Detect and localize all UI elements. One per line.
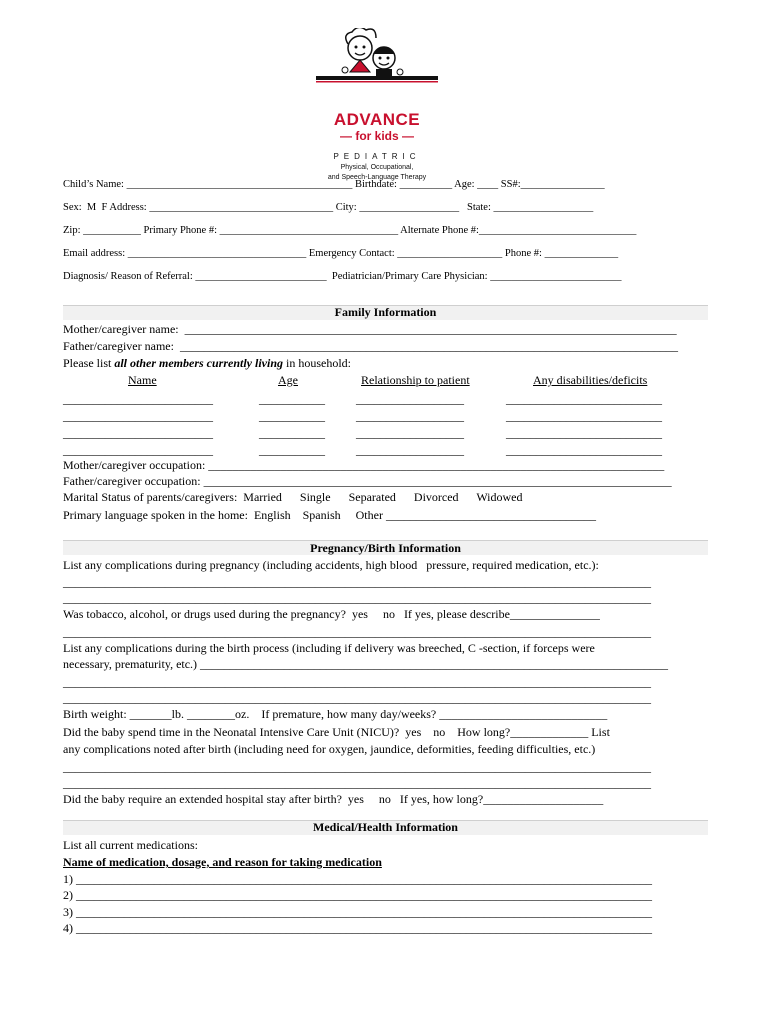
logo-subtitle-2: and Speech-Language Therapy (327, 174, 427, 181)
father-name-field[interactable]: Father/caregiver name: ___________________________________________________________________________________ (63, 339, 678, 353)
member-disability-1[interactable]: __________________________ (506, 392, 662, 406)
logo-tagline: — for kids — (339, 129, 414, 143)
column-relationship: Relationship to patient (361, 373, 470, 387)
member-disability-4[interactable]: __________________________ (506, 443, 662, 457)
medications-header-text: Name of medication, dosage, and reason for taking medication (63, 855, 382, 869)
hospital-stay-question[interactable]: Did the baby require an extended hospital stay after birth? yes no If yes, how long?____________________ (63, 792, 604, 806)
pregnancy-blank-2[interactable]: __________________________________________________________________________________________________ (63, 591, 651, 605)
pregnancy-blank-1[interactable]: __________________________________________________________________________________________________ (63, 575, 651, 589)
household-emphasis: all other members currently living (114, 356, 283, 370)
medications-header (63, 855, 382, 869)
medication-line-4[interactable]: 4) ________________________________________________________________________________________________ (63, 921, 652, 935)
after-birth-prompt: any complications noted after birth (including need for oxygen, jaundice, deformities, feeding difficulties, etc.) (63, 742, 596, 756)
pregnancy-section-title: Pregnancy/Birth Information (310, 541, 461, 555)
primary-language-options[interactable]: Primary language spoken in the home: English Spanish Other ___________________________________ (63, 508, 596, 522)
member-name-3[interactable]: _________________________ (63, 426, 213, 440)
member-relationship-2[interactable]: __________________ (356, 409, 464, 423)
medical-section-title: Medical/Health Information (313, 820, 458, 834)
household-instruction (63, 356, 351, 370)
household-pre: Please list (63, 356, 115, 370)
birth-blank-1[interactable]: __________________________________________________________________________________________________ (63, 675, 651, 689)
pregnancy-blank-3[interactable]: __________________________________________________________________________________________________ (63, 625, 651, 639)
mother-occupation-field[interactable]: Mother/caregiver occupation: ____________________________________________________________________________ (63, 458, 665, 472)
medications-prompt: List all current medications: (63, 838, 198, 852)
member-name-4[interactable]: _________________________ (63, 443, 213, 457)
member-disability-2[interactable]: __________________________ (506, 409, 662, 423)
marital-status-options[interactable]: Marital Status of parents/caregivers: Married Single Separated Divorced Widowed (63, 490, 523, 504)
member-age-1[interactable]: ___________ (259, 392, 325, 406)
pregnancy-complications-prompt: List any complications during pregnancy (including accidents, high blood pressure, required medication, etc.): (63, 558, 599, 572)
member-relationship-4[interactable]: __________________ (356, 443, 464, 457)
after-birth-blank-2[interactable]: __________________________________________________________________________________________________ (63, 776, 651, 790)
kids-drawing-icon (312, 28, 442, 108)
tobacco-question[interactable]: Was tobacco, alcohol, or drugs used during the pregnancy? yes no If yes, please describe_______________ (63, 607, 600, 621)
diagnosis-row[interactable]: Diagnosis/ Reason of Referral: _________________________ Pediatrician/Primary Care Physician: _________________________ (63, 271, 622, 282)
zip-phone-row[interactable]: Zip: ___________ Primary Phone #: __________________________________ Alternate Phone #:______________________________ (63, 225, 637, 236)
advance-for-kids-logo (312, 28, 442, 181)
birth-complications-prompt: List any complications during the birth process (including if delivery was breeched, C -section, if forceps were (63, 641, 595, 655)
sex-address-row[interactable]: Sex: M F Address: ___________________________________ City: ___________________ State: ___________________ (63, 202, 594, 213)
birth-complications-field[interactable]: necessary, prematurity, etc.) ______________________________________________________________________________ (63, 657, 669, 671)
member-name-1[interactable]: _________________________ (63, 392, 213, 406)
member-age-4[interactable]: ___________ (259, 443, 325, 457)
member-relationship-3[interactable]: __________________ (356, 426, 464, 440)
logo-brand-text: ADVANCE (333, 110, 421, 129)
medication-line-2[interactable]: 2) ________________________________________________________________________________________________ (63, 888, 652, 902)
member-name-2[interactable]: _________________________ (63, 409, 213, 423)
column-age: Age (278, 373, 298, 387)
email-emergency-row[interactable]: Email address: __________________________________ Emergency Contact: ____________________ Phone #: ______________ (63, 248, 619, 259)
member-disability-3[interactable]: __________________________ (506, 426, 662, 440)
childs-name-row[interactable]: Child’s Name: ___________________________________________ Birthdate: __________ Age: ____ SS#:________________ (63, 179, 605, 190)
household-post: in household: (283, 356, 351, 370)
member-age-2[interactable]: ___________ (259, 409, 325, 423)
medication-line-1[interactable]: 1) ________________________________________________________________________________________________ (63, 872, 652, 886)
after-birth-blank-1[interactable]: __________________________________________________________________________________________________ (63, 760, 651, 774)
father-occupation-field[interactable]: Father/caregiver occupation: ______________________________________________________________________________ (63, 474, 672, 488)
birth-weight-field[interactable]: Birth weight: _______lb. ________oz. If premature, how many day/weeks? ____________________________ (63, 707, 608, 721)
birth-blank-2[interactable]: __________________________________________________________________________________________________ (63, 691, 651, 705)
column-disabilities: Any disabilities/deficits (533, 373, 648, 387)
medication-line-3[interactable]: 3) ________________________________________________________________________________________________ (63, 905, 652, 919)
column-name: Name (128, 373, 157, 387)
member-age-3[interactable]: ___________ (259, 426, 325, 440)
member-relationship-1[interactable]: __________________ (356, 392, 464, 406)
logo-division: PEDIATRIC (333, 152, 421, 161)
nicu-question[interactable]: Did the baby spend time in the Neonatal Intensive Care Unit (NICU)? yes no How long?_____________ List (63, 725, 610, 739)
mother-name-field[interactable]: Mother/caregiver name: __________________________________________________________________________________ (63, 322, 677, 336)
family-section-title: Family Information (334, 305, 437, 319)
logo-subtitle-1: Physical, Occupational, (340, 164, 414, 171)
